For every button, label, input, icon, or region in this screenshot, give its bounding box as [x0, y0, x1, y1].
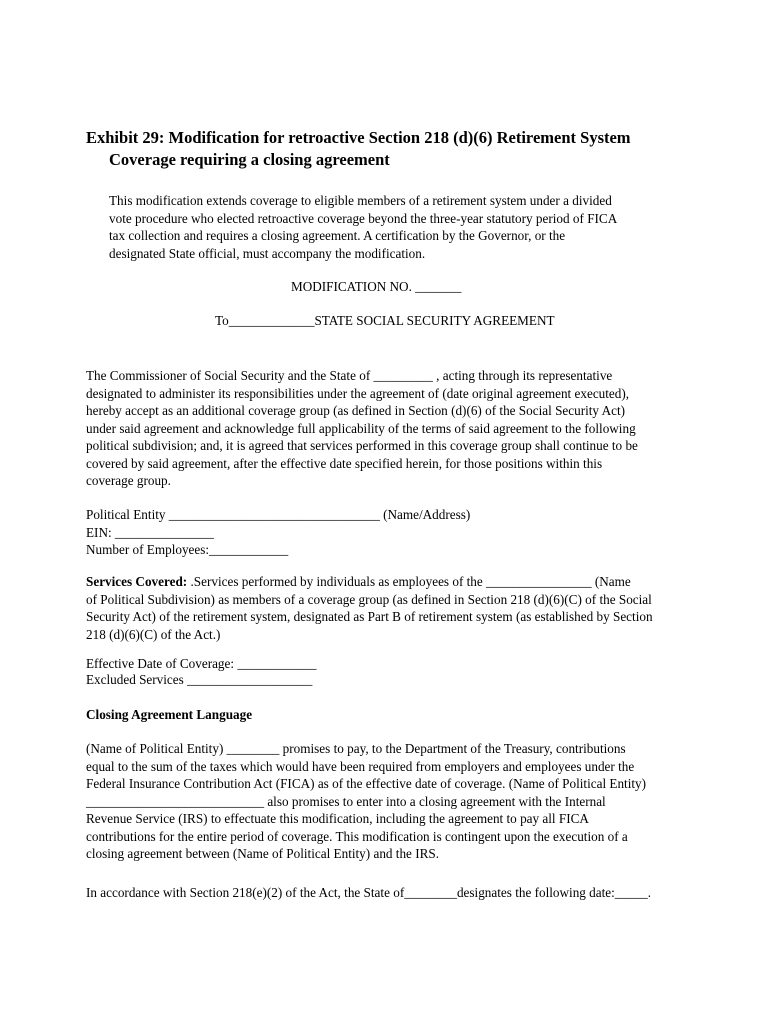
intro-line: tax collection and requires a closing agreement. A certification by the Governor, or the — [109, 228, 566, 243]
services-covered-paragraph — [86, 573, 653, 643]
political-entity-field: Political Entity ________________________________ (Name/Address) — [86, 507, 471, 522]
paragraph-line: equal to the sum of the taxes which would have been required from employers and employees under the — [86, 758, 635, 774]
paragraph-line: designated to administer its responsibilities under the agreement of (date original agreement executed), — [86, 385, 630, 401]
paragraph-line: under said agreement and acknowledge full applicability of the terms of said agreement to the following — [86, 420, 636, 436]
paragraph-line: (Name of Political Entity) ________ promises to pay, to the Department of the Treasury, contributions — [86, 741, 626, 756]
to-agreement-line: To_____________STATE SOCIAL SECURITY AGREEMENT — [215, 313, 555, 328]
effective-date-field: Effective Date of Coverage: ____________ — [86, 656, 317, 671]
intro-line: vote procedure who elected retroactive coverage beyond the three-year statutory period of FICA — [109, 210, 618, 226]
paragraph-line: ___________________________ also promises to enter into a closing agreement with the Internal — [86, 793, 606, 809]
ein-field: EIN: _______________ — [86, 524, 214, 540]
intro-line: designated State official, must accompany the modification. — [109, 245, 426, 261]
document-title — [86, 127, 706, 171]
paragraph-line: closing agreement between (Name of Political Entity) and the IRS. — [86, 846, 440, 861]
paragraph-line: Federal Insurance Contribution Act (FICA) as of the effective date of coverage. (Name of Political Entity) — [86, 776, 647, 791]
paragraph-line: hereby accept as an additional coverage group (as defined in Section (d)(6) of the Social Security Act) — [86, 403, 626, 418]
services-line: Security Act) of the retirement system, designated as Part B of retirement system (as established by Section — [86, 609, 653, 624]
modification-number: MODIFICATION NO. _______ — [291, 279, 462, 294]
paragraph-line: The Commissioner of Social Security and the State of _________ , acting through its representative — [86, 368, 613, 383]
state-designation-line — [86, 884, 651, 902]
title-line-1: Exhibit 29: Modification for retroactive Section 218 (d)(6) Retirement System — [86, 128, 631, 147]
intro-line: This modification extends coverage to eligible members of a retirement system under a divided — [109, 193, 612, 208]
coverage-dates — [86, 656, 316, 688]
closing-agreement-paragraph — [86, 740, 646, 863]
title-line-2: Coverage requiring a closing agreement — [109, 150, 390, 169]
services-line: 218 (d)(6)(C) of the Act.) — [86, 626, 221, 642]
services-line — [86, 573, 653, 591]
paragraph-line: coverage group. — [86, 473, 171, 488]
closing-agreement-heading: Closing Agreement Language — [86, 707, 253, 722]
paragraph-line: covered by said agreement, after the effective date specified herein, for those positions within this — [86, 455, 603, 471]
paragraph-line: political subdivision; and, it is agreed that services performed in this coverage group shall continue to be — [86, 438, 638, 453]
employees-field: Number of Employees:____________ — [86, 542, 289, 557]
excluded-services-field: Excluded Services ___________________ — [86, 672, 313, 687]
paragraph-line: contributions for the entire period of coverage. This modification is contingent upon the execution of a — [86, 828, 628, 844]
services-line-text: .Services performed by individuals as employees of the ________________ (Name — [187, 574, 631, 589]
services-line: of Political Subdivision) as members of a coverage group (as defined in Section 218 (d)(6)(C) of the Social — [86, 591, 652, 607]
paragraph-line: Revenue Service (IRS) to effectuate this modification, including the agreement to pay all FICA — [86, 811, 589, 826]
paragraph-line: In accordance with Section 218(e)(2) of the Act, the State of________designates the following date:_____. — [86, 885, 652, 900]
services-covered-label: Services Covered: — [86, 574, 188, 589]
entity-fields — [86, 506, 470, 559]
intro-paragraph — [109, 192, 617, 262]
commissioner-paragraph — [86, 367, 638, 490]
